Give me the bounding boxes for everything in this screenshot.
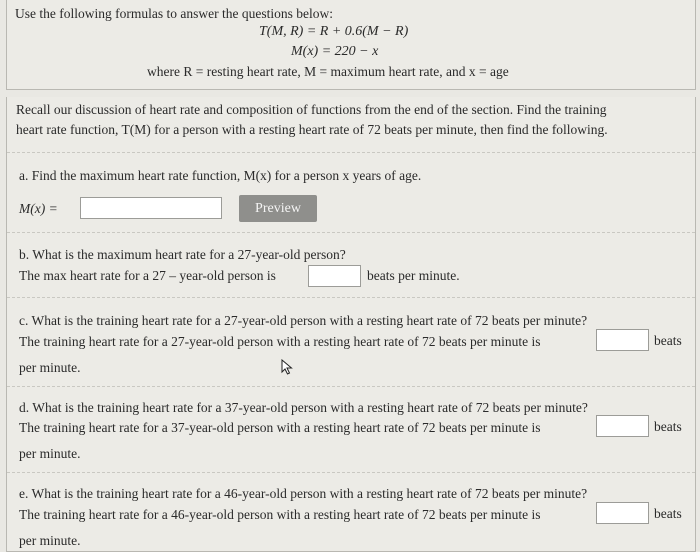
part-d-answer-input[interactable] — [596, 415, 649, 437]
part-e-wrap: per minute. — [19, 533, 81, 548]
part-e-answer-input[interactable] — [596, 502, 649, 524]
part-e-suffix: beats — [654, 506, 682, 521]
formula-max-rate: M(x) = 220 − x — [291, 44, 379, 59]
divider — [7, 232, 695, 233]
part-c-answer-input[interactable] — [596, 329, 649, 351]
part-d-suffix: beats — [654, 419, 682, 434]
part-c-suffix: beats — [654, 333, 682, 348]
divider — [7, 472, 695, 473]
instruction-text: Use the following formulas to answer the questions below: — [15, 6, 333, 21]
variable-definitions: where R = resting heart rate, M = maximum heart rate, and x = age — [147, 64, 509, 79]
part-b-answer-input[interactable] — [308, 265, 361, 287]
part-c-question: c. What is the training heart rate for a 27-year-old person with a resting heart rate of 72 beats per minute? — [19, 313, 588, 328]
recall-text-line-1: Recall our discussion of heart rate and composition of functions from the end of the section. Find the training — [16, 102, 607, 117]
preview-button[interactable]: Preview — [239, 195, 317, 222]
recall-text-line-2: heart rate function, T(M) for a person with a resting heart rate of 72 beats per minute, then find the following. — [16, 122, 608, 137]
part-d-prefix: The training heart rate for a 37-year-old person with a resting heart rate of 72 beats per minute is — [19, 420, 541, 435]
question-panel — [6, 97, 696, 552]
divider — [7, 152, 695, 153]
mouse-pointer-icon — [281, 359, 293, 375]
part-b-suffix: beats per minute. — [367, 268, 460, 283]
divider — [7, 297, 695, 298]
part-e-question: e. What is the training heart rate for a 46-year-old person with a resting heart rate of 72 beats per minute? — [19, 486, 588, 501]
part-c-wrap: per minute. — [19, 360, 81, 375]
part-b-question: b. What is the maximum heart rate for a 27-year-old person? — [19, 247, 346, 262]
divider — [7, 386, 695, 387]
part-c-prefix: The training heart rate for a 27-year-old person with a resting heart rate of 72 beats per minute is — [19, 334, 541, 349]
part-d-wrap: per minute. — [19, 446, 81, 461]
part-a-question: a. Find the maximum heart rate function, M(x) for a person x years of age. — [19, 168, 422, 183]
part-b-prefix: The max heart rate for a 27 – year-old person is — [19, 268, 276, 283]
part-a-answer-input[interactable] — [80, 197, 222, 219]
part-d-question: d. What is the training heart rate for a 37-year-old person with a resting heart rate of 72 beats per minute? — [19, 400, 588, 415]
formula-training-rate: T(M, R) = R + 0.6(M − R) — [259, 24, 409, 39]
formula-panel — [6, 0, 696, 90]
part-a-label: M(x) = — [19, 201, 58, 216]
part-e-prefix: The training heart rate for a 46-year-old person with a resting heart rate of 72 beats per minute is — [19, 507, 541, 522]
